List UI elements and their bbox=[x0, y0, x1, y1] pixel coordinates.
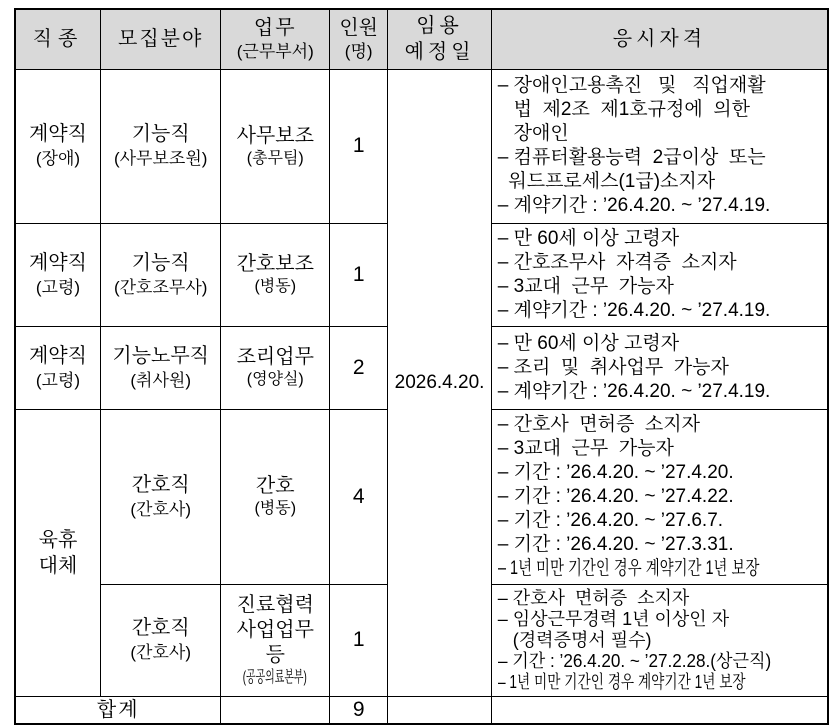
field-cell bbox=[100, 223, 221, 326]
qualification-line: – 계약기간 : ’26.4.20. ~ ’27.4.19. bbox=[497, 195, 771, 216]
field-main: 기능직 bbox=[131, 251, 190, 274]
duty-sub: (영양실) bbox=[246, 371, 304, 388]
header-row bbox=[15, 9, 828, 69]
header-qualification-label: 응시자격 bbox=[612, 28, 707, 51]
header-jobtype bbox=[15, 9, 100, 69]
qualifications-cell bbox=[491, 223, 828, 326]
duty-main: 사업업무 bbox=[236, 618, 314, 641]
duty-main: 간호 bbox=[255, 475, 295, 497]
qualifications-cell bbox=[491, 69, 828, 223]
jobtype-cell bbox=[15, 223, 100, 326]
qualification-line: – 계약기간 : ’26.4.20. ~ ’27.4.19. bbox=[497, 380, 771, 402]
qualifications-cell bbox=[491, 409, 828, 584]
total-row bbox=[15, 696, 828, 724]
field-cell bbox=[100, 584, 221, 696]
duty-main: 간호보조 bbox=[236, 253, 314, 275]
count-cell: 1 bbox=[330, 69, 388, 223]
jobtype-main: 육휴 bbox=[38, 528, 78, 551]
count-cell: 1 bbox=[330, 584, 388, 696]
qualification-line: 워드프로세스(1급)소지자 bbox=[497, 171, 716, 192]
qualification-line: – 기간 : ’26.4.20. ~ ’27.6.7. bbox=[497, 509, 724, 531]
qualification-line: – 3교대 근무 가능자 bbox=[497, 437, 674, 459]
header-count bbox=[330, 9, 388, 69]
count-cell: 4 bbox=[330, 409, 388, 584]
header-field bbox=[100, 9, 221, 69]
duty-main: 진료협력 bbox=[236, 593, 314, 616]
qualification-line: – 만 60세 이상 고령자 bbox=[497, 332, 680, 354]
field-sub: (간호사) bbox=[130, 643, 191, 662]
qualification-line: – 간호조무사 자격증 소지자 bbox=[497, 251, 737, 273]
header-duty-line1: 업무 bbox=[253, 17, 297, 40]
header-qualification bbox=[491, 9, 828, 69]
qualification-line: – 기간 : ’26.4.20. ~ ’27.2.28.(상근직) bbox=[497, 650, 771, 671]
qualification-line: – 조리 및 취사업무 가능자 bbox=[497, 356, 729, 378]
field-cell bbox=[100, 69, 221, 223]
duty-main: 사무보조 bbox=[236, 124, 314, 147]
duty-main: 등 bbox=[265, 643, 285, 666]
appointment-date-cell: 2026.4.20. bbox=[388, 69, 492, 696]
total-qualification-cell bbox=[491, 696, 828, 724]
header-duty-line2: (근무부서) bbox=[236, 42, 314, 62]
jobtype-main: 계약직 bbox=[28, 123, 87, 145]
qualifications-cell bbox=[491, 326, 828, 409]
qualification-line: – 간호사 면허증 소지자 bbox=[497, 587, 690, 608]
qualification-line: – 만 60세 이상 고령자 bbox=[497, 227, 680, 249]
duty-sub: (병동) bbox=[254, 278, 297, 295]
qualification-line: 장애인 bbox=[497, 123, 569, 144]
jobtype-main: 대체 bbox=[38, 554, 78, 577]
field-sub: (간호조무사) bbox=[113, 277, 208, 297]
field-main: 간호직 bbox=[131, 617, 190, 639]
duty-sub: (총무팀) bbox=[246, 149, 304, 167]
count-cell: 1 bbox=[330, 223, 388, 326]
qualification-line: – 기간 : ’26.4.20. ~ ’27.4.20. bbox=[497, 461, 734, 483]
duty-cell bbox=[221, 409, 330, 584]
header-date-line2: 예정일 bbox=[404, 41, 475, 64]
header-count-line2: (명) bbox=[344, 42, 373, 62]
qualification-line: – 임상근무경력 1년 이상인 자 bbox=[497, 608, 730, 629]
qualification-line: – 컴퓨터활용능력 2급이상 또는 bbox=[497, 147, 766, 168]
jobtype-main: 계약직 bbox=[28, 251, 87, 274]
jobtype-cell bbox=[15, 409, 100, 696]
header-jobtype-label: 직종 bbox=[32, 28, 84, 51]
header-count-line1: 인원 bbox=[339, 17, 378, 40]
total-duty-cell bbox=[221, 696, 330, 724]
total-date-cell bbox=[388, 696, 492, 724]
header-duty bbox=[221, 9, 330, 69]
qualification-line: 법 제2조 제1호규정에 의한 bbox=[497, 99, 750, 120]
duty-cell bbox=[221, 223, 330, 326]
header-date-line1: 임용 bbox=[416, 15, 463, 38]
duty-cell bbox=[221, 326, 330, 409]
total-count-cell: 9 bbox=[330, 696, 388, 724]
jobtype-sub: (장애) bbox=[35, 149, 81, 168]
qualification-line: – 계약기간 : ’26.4.20. ~ ’27.4.19. bbox=[497, 299, 771, 321]
qualification-line: (경력증명서 필수) bbox=[497, 629, 652, 650]
qualification-line: – 1년 미만 기간인 경우 계약기간 1년 보장 bbox=[497, 557, 760, 579]
duty-cell bbox=[221, 69, 330, 223]
qualification-line: – 기간 : ’26.4.20. ~ ’27.4.22. bbox=[497, 485, 734, 507]
qualifications-list bbox=[492, 71, 827, 221]
table-row bbox=[15, 69, 828, 223]
qualification-line: – 간호사 면허증 소지자 bbox=[497, 413, 700, 435]
duty-main: 조리업무 bbox=[236, 346, 314, 368]
duty-sub: (공공의료본부) bbox=[243, 668, 308, 686]
qualification-line: – 3교대 근무 가능자 bbox=[497, 275, 674, 297]
field-main: 기능직 bbox=[131, 123, 190, 145]
qualifications-list bbox=[492, 224, 827, 326]
qualification-line: – 1년 미만 기간인 경우 계약기간 1년 보장 bbox=[497, 671, 746, 692]
qualifications-list bbox=[492, 329, 827, 407]
field-main: 기능노무직 bbox=[112, 344, 209, 367]
field-cell bbox=[100, 326, 221, 409]
count-cell: 2 bbox=[330, 326, 388, 409]
qualification-line: – 장애인고용촉진 및 직업재활 bbox=[497, 75, 766, 96]
qualification-line: – 기간 : ’26.4.20. ~ ’27.3.31. bbox=[497, 533, 734, 555]
field-cell bbox=[100, 409, 221, 584]
jobtype-sub: (고령) bbox=[35, 277, 81, 297]
qualifications-list bbox=[492, 410, 827, 584]
duty-cell bbox=[221, 584, 330, 696]
field-sub: (사무보조원) bbox=[113, 149, 208, 168]
qualifications-cell bbox=[491, 584, 828, 696]
header-date bbox=[388, 9, 492, 69]
header-field-label: 모집분야 bbox=[118, 28, 204, 51]
field-sub: (취사원) bbox=[130, 370, 191, 390]
field-sub: (간호사) bbox=[130, 499, 191, 519]
recruitment-table bbox=[14, 8, 829, 725]
jobtype-sub: (고령) bbox=[35, 370, 81, 390]
total-label-cell: 합계 bbox=[15, 696, 221, 724]
jobtype-cell bbox=[15, 69, 100, 223]
qualifications-list bbox=[492, 585, 827, 696]
jobtype-main: 계약직 bbox=[28, 344, 87, 367]
duty-sub: (병동) bbox=[254, 500, 297, 517]
jobtype-cell bbox=[15, 326, 100, 409]
field-main: 간호직 bbox=[131, 473, 190, 496]
